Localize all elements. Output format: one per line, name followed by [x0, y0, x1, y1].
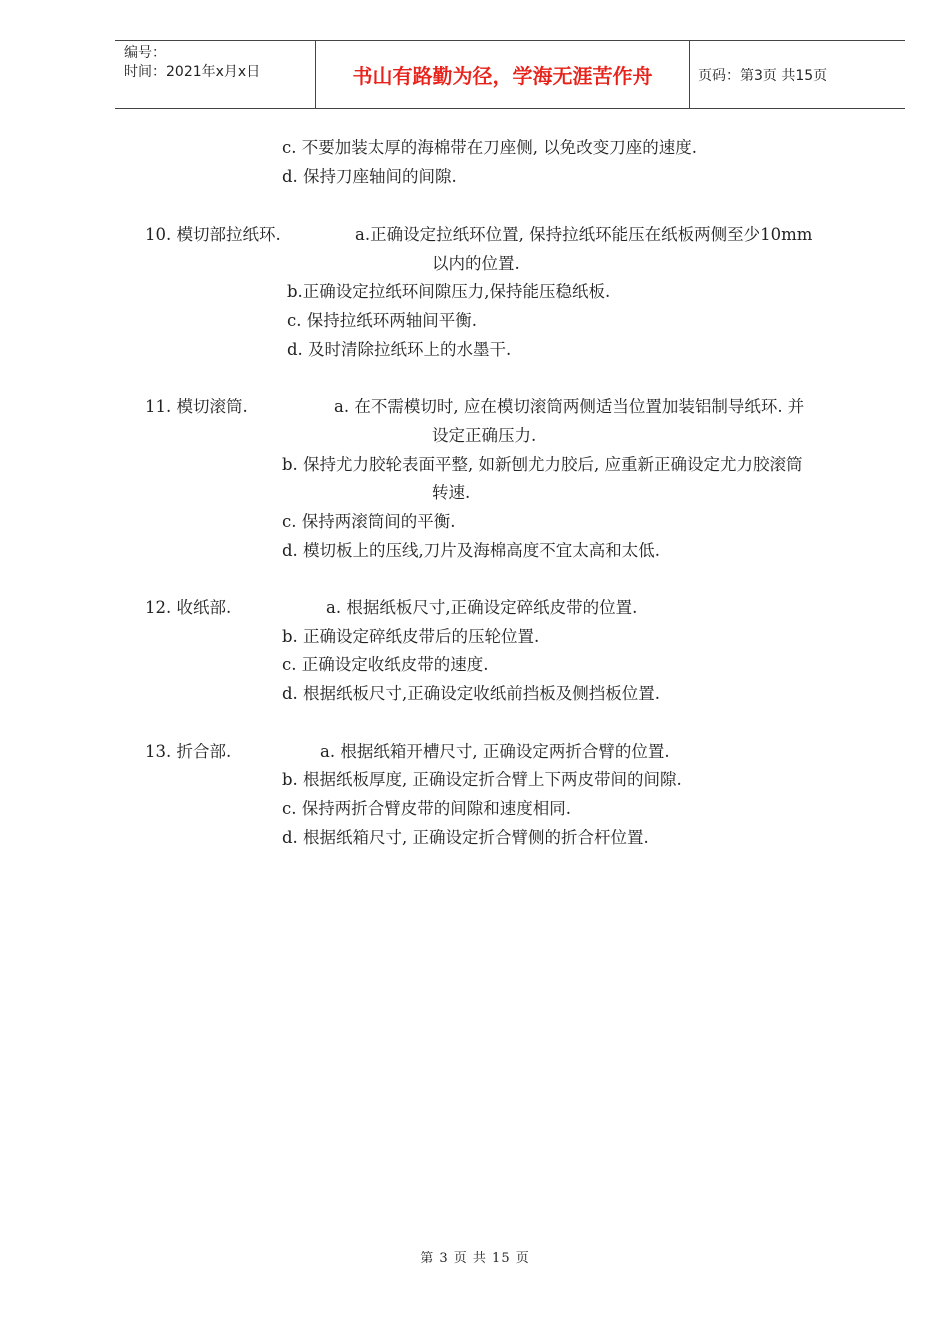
line-11a-cont: 设定正确压力.: [432, 426, 537, 445]
time-label: 时间：2021年x月x日: [124, 64, 261, 80]
line-11a: a. 在不需模切时, 应在模切滚筒两侧适当位置加装铝制导纸环. 并: [334, 397, 805, 416]
line-9c: c. 不要加装太厚的海棉带在刀座侧, 以免改变刀座的速度.: [282, 138, 697, 157]
line-13d: d. 根据纸箱尺寸, 正确设定折合臂侧的折合杆位置.: [282, 828, 649, 847]
line-10b: b.正确设定拉纸环间隙压力,保持能压稳纸板.: [287, 282, 611, 301]
line-12a: a. 根据纸板尺寸,正确设定碎纸皮带的位置.: [326, 598, 638, 617]
page-footer: [0, 1247, 950, 1266]
serial-label: 编号：: [124, 45, 166, 61]
header-motto: 书山有路勤为径，学海无涯苦作舟: [316, 41, 690, 108]
line-12c: c. 正确设定收纸皮带的速度.: [282, 655, 489, 674]
line-12d: d. 根据纸板尺寸,正确设定收纸前挡板及侧挡板位置.: [282, 684, 661, 703]
line-13c: c. 保持两折合臂皮带的间隙和速度相同.: [282, 799, 571, 818]
line-10a-cont: 以内的位置.: [432, 254, 520, 273]
header-meta: [115, 41, 316, 108]
section-11-heading: 11. 模切滚筒.: [145, 397, 248, 416]
line-11d: d. 模切板上的压线,刀片及海棉高度不宜太高和太低.: [282, 541, 661, 560]
line-13b: b. 根据纸板厚度, 正确设定折合臂上下两皮带间的间隙.: [282, 770, 682, 789]
section-10-heading: 10. 模切部拉纸环.: [145, 225, 281, 244]
section-12-heading: 12. 收纸部.: [145, 598, 232, 617]
line-11b: b. 保持尤力胶轮表面平整, 如新刨尤力胶后, 应重新正确设定尤力胶滚筒: [282, 455, 803, 474]
line-10c: c. 保持拉纸环两轴间平衡.: [287, 311, 477, 330]
line-10a: a.正确设定拉纸环位置, 保持拉纸环能压在纸板两侧至少10mm: [355, 225, 813, 244]
line-13a: a. 根据纸箱开槽尺寸, 正确设定两折合臂的位置.: [320, 742, 670, 761]
line-12b: b. 正确设定碎纸皮带后的压轮位置.: [282, 627, 540, 646]
line-11b-cont: 转速.: [432, 483, 471, 502]
header-page-info: 页码：第3页 共15页: [698, 67, 828, 84]
line-10d: d. 及时清除拉纸环上的水墨干.: [287, 340, 512, 359]
line-9d: d. 保持刀座轴间的间隙.: [282, 167, 457, 186]
footer-page-number: 第 3 页 共 15 页: [420, 1251, 530, 1266]
line-11c: c. 保持两滚筒间的平衡.: [282, 512, 456, 531]
page-header: [115, 40, 905, 109]
section-13-heading: 13. 折合部.: [145, 742, 232, 761]
